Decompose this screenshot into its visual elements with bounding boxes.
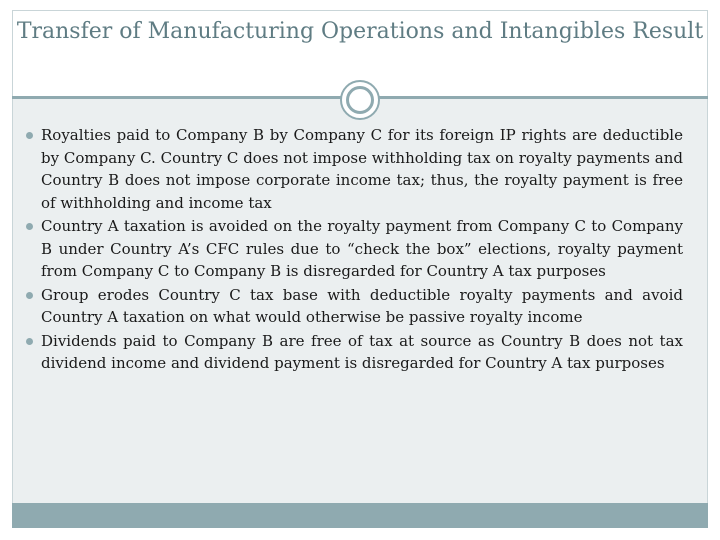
slide-title: Transfer of Manufacturing Operations and Intangibles Result [16,19,704,44]
bullet-item [41,284,683,329]
bullet-text: Country A taxation is avoided on the royalty payment from Company C to Company B under Country A’s CFC rules due to “check the box” elections, royalty payment from Company C to Company B is disregarded for Country A tax purposes [41,217,683,280]
bullet-item [41,330,683,375]
bullet-dot-icon [26,338,33,345]
bullet-dot-icon [26,223,33,230]
bullet-item [41,124,683,214]
bullet-text: Group erodes Country C tax base with deductible royalty payments and avoid Country A taxation on what would otherwise be passive royalty income [41,285,683,326]
bullet-item [41,215,683,283]
footer-bar [12,503,708,528]
bullet-dot-icon [26,292,33,299]
bullet-dot-icon [26,132,33,139]
bullet-text: Dividends paid to Company B are free of tax at source as Country B does not tax dividend income and dividend payment is disregarded for Country A tax purposes [41,331,683,372]
circle-emblem-icon [340,80,380,120]
bullet-list [41,124,683,376]
bullet-text: Royalties paid to Company B by Company C for its foreign IP rights are deductible by Company C. Country C does not impose withholding tax on royalty payments and Country B does not impose corporate income tax; thus, the royalty payment is free of withholding and income tax [41,126,683,212]
